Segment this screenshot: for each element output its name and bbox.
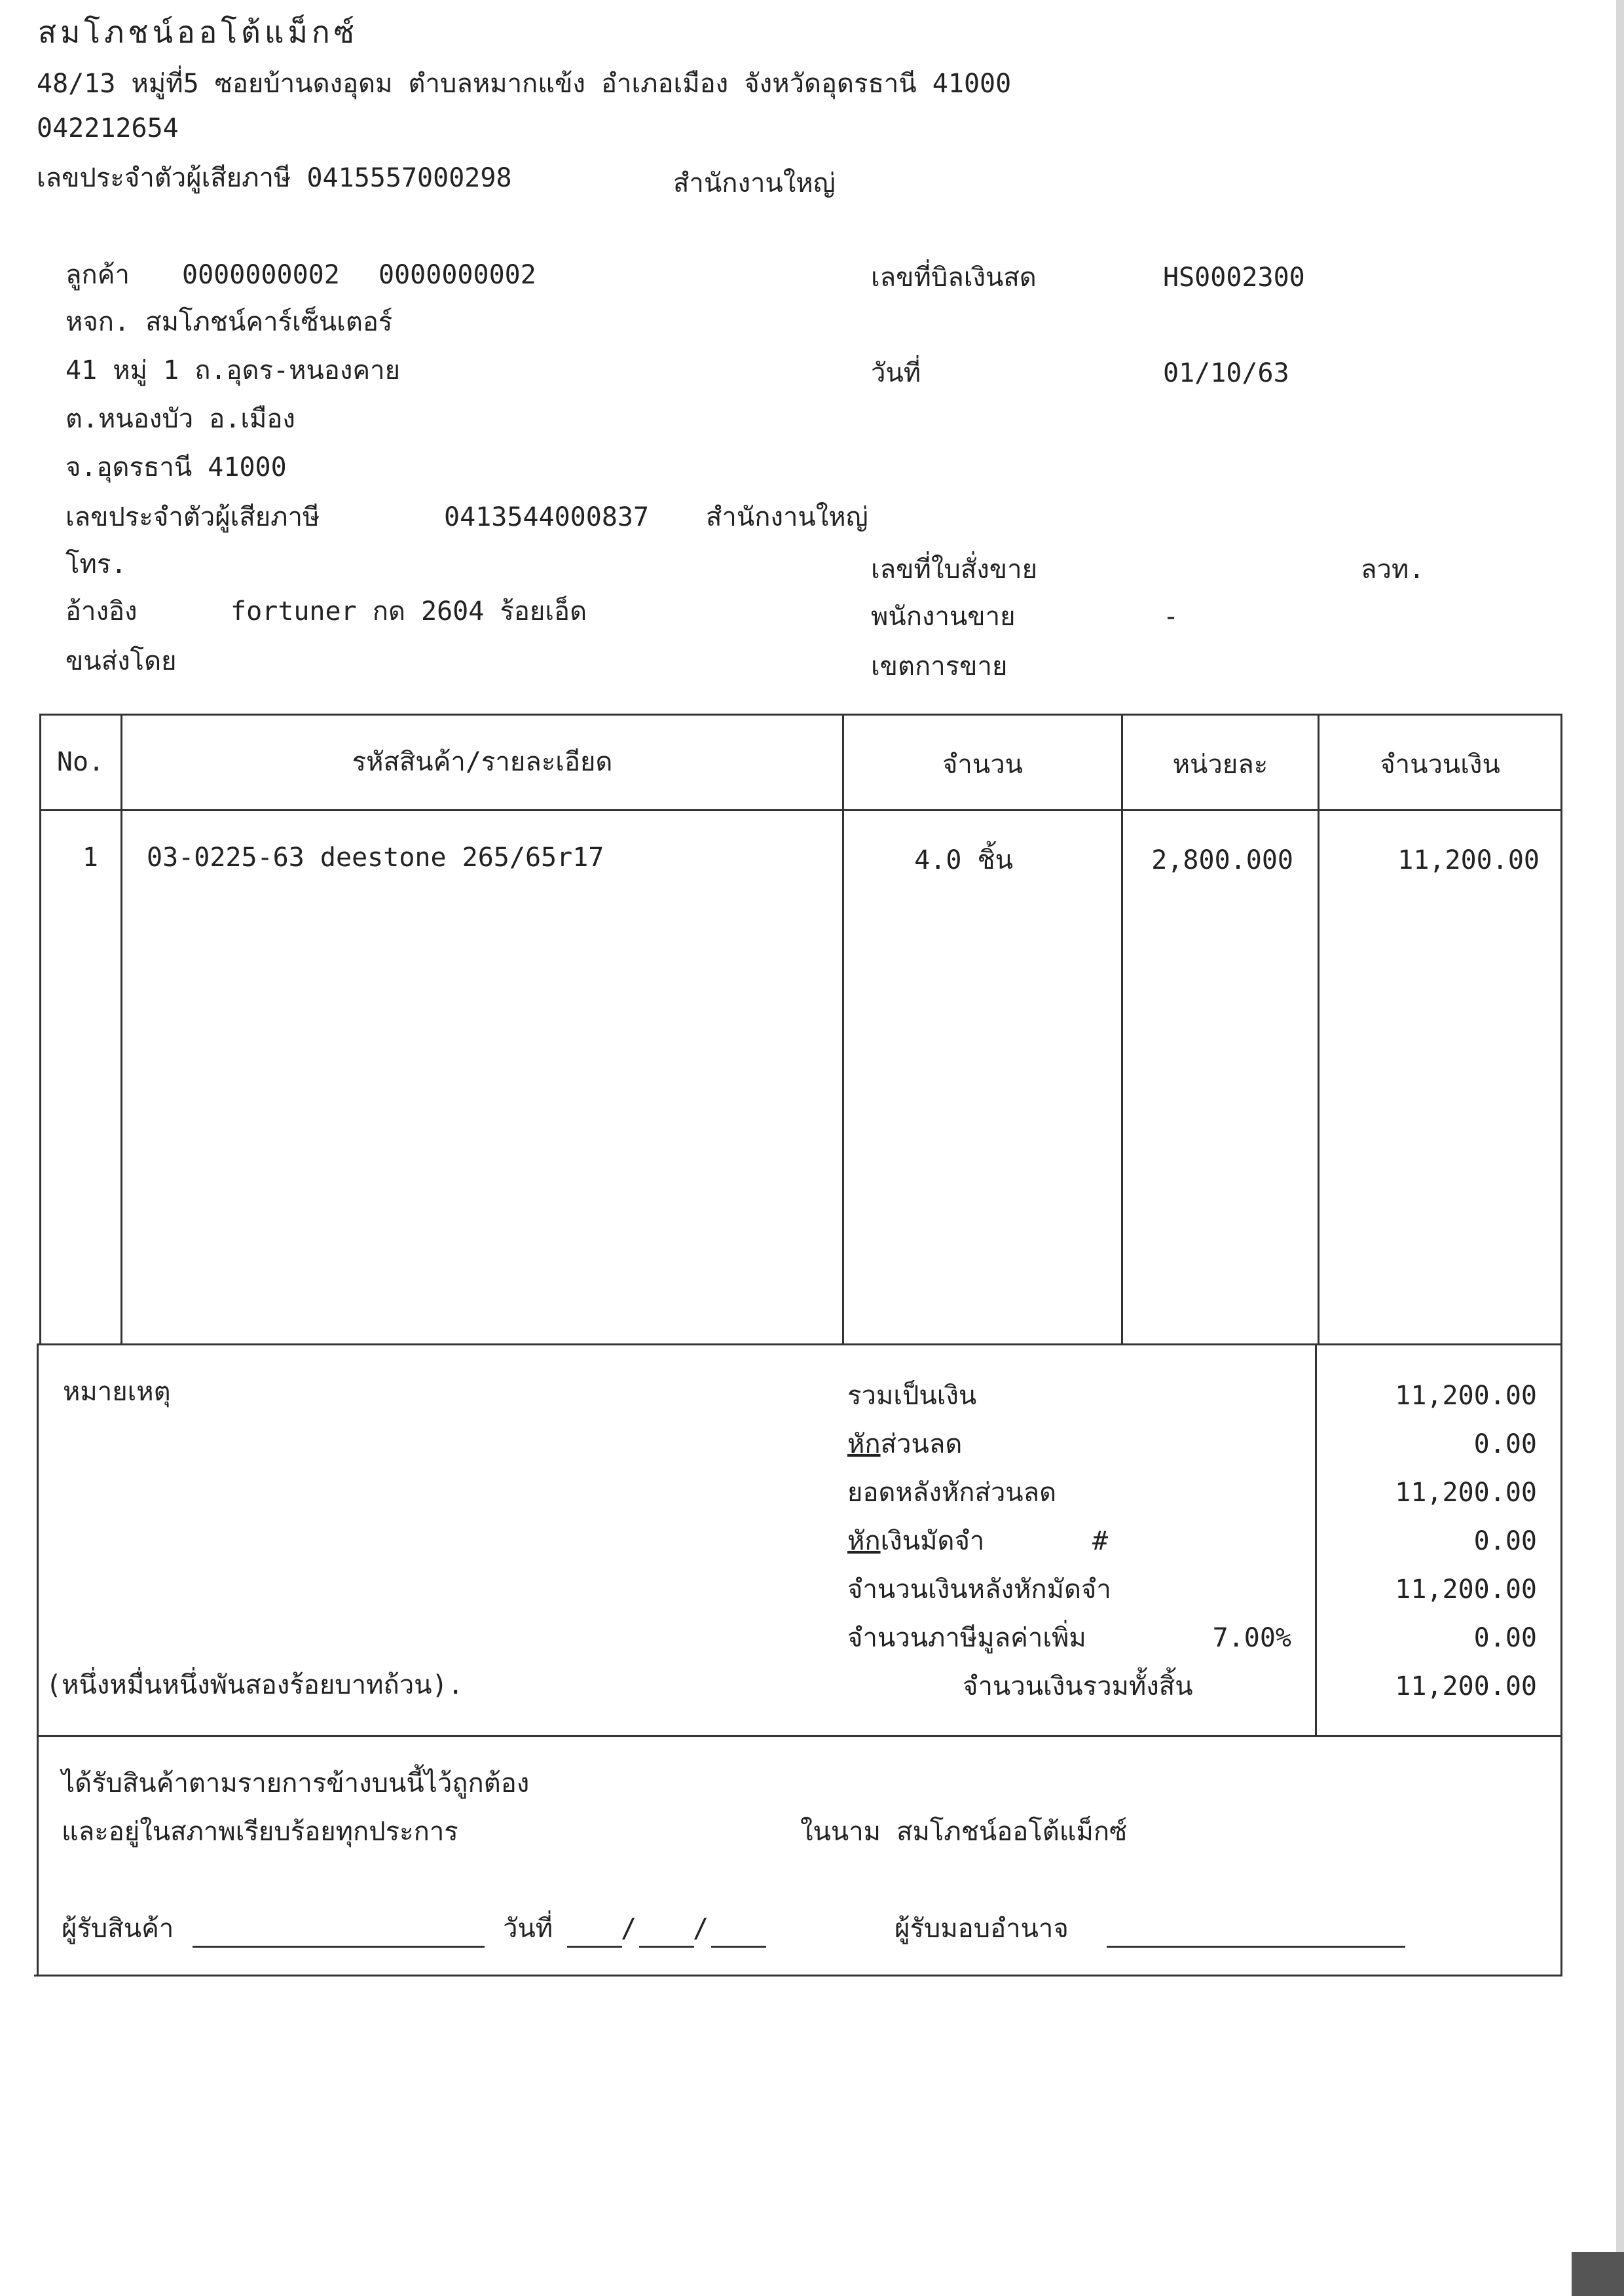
customer-label: ลูกค้า [65, 260, 130, 290]
company-tax-id: เลขประจำตัวผู้เสียภาษี 0415557000298 [37, 163, 512, 193]
discount-label [847, 1429, 962, 1460]
grand-total-label: จำนวนเงินรวมทั้งสิ้น [963, 1671, 1193, 1702]
deposit-prefix: หัก [847, 1526, 881, 1556]
vat-value: 0.00 [1473, 1623, 1537, 1653]
discount-text: ส่วนลด [880, 1429, 963, 1459]
row-amount: 11,200.00 [1397, 845, 1540, 875]
row-unit-price: 2,800.000 [1151, 845, 1293, 875]
customer-address-3: จ.อุดรธานี 41000 [65, 452, 287, 483]
customer-reference-label: อ้างอิง [65, 596, 138, 627]
column-header-unit-price: หน่วยละ [1172, 750, 1268, 780]
sales-order-label: เลขที่ใบสั่งขาย [871, 555, 1038, 585]
sales-order-number: ลวท. [1361, 555, 1425, 585]
deposit-text: เงินมัดจำ [880, 1526, 985, 1556]
deposit-mark: # [1092, 1526, 1109, 1556]
invoice-date-label: วันที่ [871, 358, 921, 388]
receive-date-day-blank [567, 1921, 622, 1948]
after-discount-value: 11,200.00 [1395, 1478, 1537, 1508]
received-statement-2: และอยู่ในสภาพเรียบร้อยทุกประการ [62, 1817, 458, 1847]
column-header-amount: จำนวนเงิน [1380, 750, 1500, 780]
discount-value: 0.00 [1473, 1429, 1537, 1459]
grand-total-value: 11,200.00 [1395, 1671, 1537, 1702]
customer-phone-label: โทร. [65, 549, 127, 579]
row-description: 03-0225-63 deestone 265/65r17 [147, 843, 604, 873]
vat-rate: 7.00% [1212, 1623, 1291, 1653]
vat-label: จำนวนภาษีมูลค่าเพิ่ม [847, 1623, 1086, 1653]
received-statement-1: ได้รับสินค้าตามรายการข้างบนนี้ไว้ถูกต้อง [62, 1768, 530, 1798]
deposit-value: 0.00 [1473, 1526, 1537, 1556]
scan-edge-shadow [1616, 0, 1624, 2296]
bill-number-label: เลขที่บิลเงินสด [871, 263, 1037, 293]
salesman-label: พนักงานขาย [871, 602, 1016, 632]
column-header-description: รหัสสินค้า/รายละเอียด [352, 747, 613, 777]
customer-name: หจก. สมโภชน์คาร์เซ็นเตอร์ [65, 307, 393, 337]
customer-tax-label: เลขประจำตัวผู้เสียภาษี [65, 502, 320, 532]
subtotal-label: รวมเป็นเงิน [847, 1381, 977, 1411]
customer-address-1: 41 หมู่ 1 ถ.อุดร-หนองคาย [65, 355, 401, 386]
after-deposit-value: 11,200.00 [1395, 1575, 1537, 1605]
subtotal-value: 11,200.00 [1395, 1381, 1537, 1411]
receiver-label: ผู้รับสินค้า [62, 1914, 174, 1944]
customer-code-1: 0000000002 [182, 260, 340, 290]
authorized-label: ผู้รับมอบอำนาจ [895, 1914, 1069, 1944]
row-number: 1 [82, 843, 98, 873]
customer-code-2: 0000000002 [378, 260, 536, 290]
customer-reference-value: fortuner กด 2604 ร้อยเอ็ด [231, 596, 587, 627]
receive-date-year-blank [711, 1921, 766, 1948]
sales-area-label: เขตการขาย [871, 651, 1008, 682]
invoice-date: 01/10/63 [1163, 358, 1289, 388]
salesman-value: - [1163, 602, 1179, 632]
company-name: สมโภชน์ออโต้แม็กซ์ [38, 14, 358, 50]
amount-in-words: (หนึ่งหมื่นหนึ่งพันสองร้อยบาทถ้วน). [46, 1670, 464, 1700]
discount-prefix: หัก [847, 1429, 881, 1459]
customer-address-2: ต.หนองบัว อ.เมือง [65, 404, 295, 434]
customer-tax-id: 0413544000837 [444, 502, 650, 532]
receiver-signature-line [193, 1921, 485, 1948]
customer-branch: สำนักงานใหญ่ [706, 502, 868, 532]
authorized-signature-line [1107, 1921, 1405, 1948]
customer-shipping-label: ขนส่งโดย [65, 646, 177, 676]
bill-number: HS0002300 [1163, 263, 1305, 293]
deposit-label [847, 1525, 984, 1557]
row-quantity: 4.0 ชิ้น [914, 845, 1013, 875]
company-phone: 042212654 [37, 113, 179, 143]
after-discount-label: ยอดหลังหักส่วนลด [847, 1478, 1057, 1508]
receive-date-separator: / [621, 1914, 637, 1944]
column-header-no: No. [56, 747, 105, 777]
company-branch: สำนักงานใหญ่ [673, 168, 836, 198]
on-behalf-of: ในนาม สมโภชน์ออโต้แม็กซ์ [800, 1817, 1128, 1847]
column-header-quantity: จำนวน [942, 750, 1024, 780]
company-address: 48/13 หมู่ที่5 ซอยบ้านดงอุดม ตำบลหมากแข้ง อำเภอเมือง จังหวัดอุดรธานี 41000 [37, 69, 1012, 99]
receive-date-separator: / [693, 1914, 709, 1944]
scan-corner-shadow [1572, 2252, 1624, 2296]
after-deposit-label: จำนวนเงินหลังหักมัดจำ [847, 1575, 1111, 1605]
remark-label: หมายเหตุ [63, 1377, 171, 1407]
receive-date-label: วันที่ [503, 1914, 553, 1944]
receive-date-month-blank [639, 1921, 694, 1948]
